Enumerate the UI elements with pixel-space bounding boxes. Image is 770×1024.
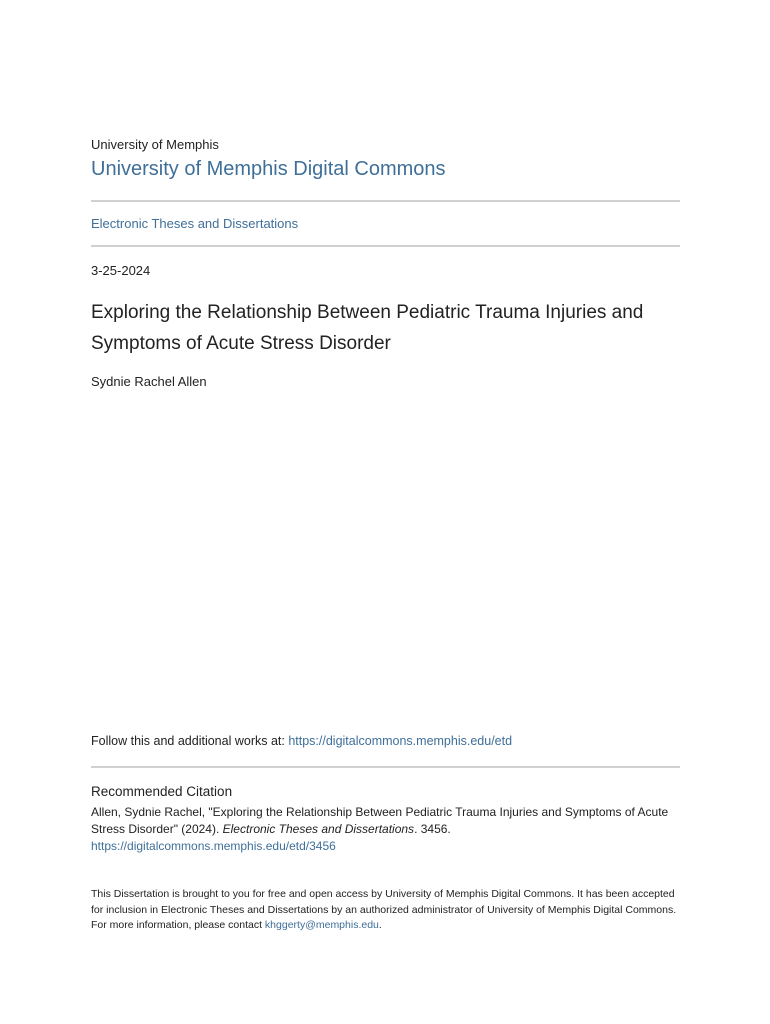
- access-notice: [91, 887, 681, 934]
- notice-end: .: [378, 919, 382, 931]
- divider: [91, 766, 680, 768]
- divider: [91, 245, 680, 247]
- divider: [91, 200, 680, 202]
- follow-link[interactable]: https://digitalcommons.memphis.edu/etd: [288, 734, 513, 748]
- publication-date: 3-25-2024: [91, 263, 151, 278]
- citation-body: Allen, Sydnie Rachel, "Exploring the Relationship Between Pediatric Trauma Injuries and Symptoms of Acute Stress Disorder" (2024).: [91, 805, 669, 836]
- follow-line: [91, 734, 512, 748]
- contact-email-link[interactable]: khggerty@memphis.edu: [264, 919, 379, 931]
- repository-link[interactable]: University of Memphis Digital Commons: [91, 158, 446, 180]
- institution-name: University of Memphis: [91, 137, 219, 152]
- citation-link[interactable]: https://digitalcommons.memphis.edu/etd/3456: [91, 839, 336, 853]
- author-name: Sydnie Rachel Allen: [91, 374, 207, 389]
- series-link[interactable]: Electronic Theses and Dissertations: [91, 216, 299, 231]
- citation-heading: Recommended Citation: [91, 784, 233, 799]
- notice-text: This Dissertation is brought to you for free and open access by University of Memphis Digital Commons. It has been accepted for inclusion in Electronic Theses and Dissertations by an authorized administrator of University of Memphis Digital Commons. For more information, please contact: [91, 888, 677, 931]
- document-title: Exploring the Relationship Between Pediatric Trauma Injuries and Symptoms of Acute Stress Disorder: [91, 302, 644, 354]
- citation-text: [91, 804, 681, 855]
- follow-prefix: Follow this and additional works at:: [91, 734, 289, 748]
- citation-number: . 3456.: [414, 822, 451, 836]
- citation-series: Electronic Theses and Dissertations: [222, 822, 415, 836]
